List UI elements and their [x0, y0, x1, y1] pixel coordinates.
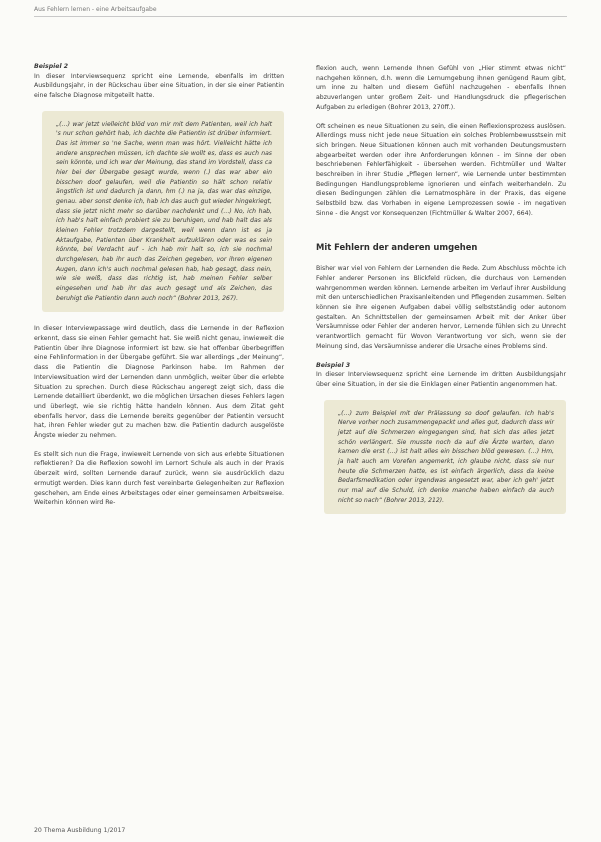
interview-quote-box: „(…) war jetzt vielleicht blöd von mir mit dem Patienten, weil ich halt 's nur schon gehört hab, ich dachte die Patientin ist drüber informiert. Das ist immer so 'ne Sache, wenn man was hört. Vielleicht hätte ich andere ansprechen müssen, ich dachte sie wollt es, dass es auch nas sein könnte, und ich war der Meinung, das stand im Vordstell, dass ca hier bei der Übergabe gesagt wurde, wenn (.) das war aber ein bisschen doof gelaufen, weil die Patientin so hält schon relativ ängstlich ist und dadurch ja dann, hm (.) na ja, das war das einzige, genau. aber sonst denke ich, hab ich das auch gut wieder hingekriegt, dass sie jetzt nicht mehr so darüber nachdenkt und (…) No, ich hab, ich hab's halt einfach probiert sie zu beruhigen, und hab halt das als kleinen Fehler trotzdem dargestellt, weil wenn dann ist es ja Aktaufgabe, Patienten über Krankheit aufzuklären oder was es sein könnte, bei Verdacht auf - ich hab mir halt so, ich sie nochmal durchgelesen, hab ihr auch das Zeichen gegeben, vor ihren eigenen Augen, dann ich's auch nochmal gelesen hab, hab gesagt, dass nein, wie sie weiß, dass das richtig ist, hab meinen Fehler selber eingesehen und hab ihr das auch gesagt und als Zeichen, das beruhigt die Patientin dann auch noch“ (Bohrer 2013, 267). — [42, 111, 284, 312]
running-header: Aus Fehlern lernen - eine Arbeitsaufgabe — [34, 6, 567, 17]
left-column — [34, 62, 284, 517]
right-body-paragraph-2: Oft scheinen es neue Situationen zu sein, die einen Reflexionsprozess auslösen. Allerdings muss nicht jede neue Situation ein solches Problembewusstsein mit sich bringen. Neue Situationen können auch mit vorhanden Deutungsmustern abgearbeitet werden oder ihre Anforderungen können - im Sinne der oben beschriebenen Fehlerfähigkeit - übersehen werden. Fichtmüller und Walter beschreiben in ihrer Studie „Pflegen lernen“, wie Lernende unter bestimmten Bedingungen Handlungsprobleme ignorieren und einfach weiterhandeln. Zu diesen Bedingungen zählen die Lernatmosphäre in der Praxis, das eigene Selbstbild bzw. das Vorhaben in eigene Lernprozessen sowie - im negativen Sinne - die Angst vor Konsequenzen (Fichtmüller & Walter 2007, 664). — [316, 122, 566, 217]
left-body-paragraph-1: In dieser Interviewpassage wird deutlich, dass die Lernende in der Reflexion erkennt, dass sie einen Fehler gemacht hat. Sie weiß nicht genau, inwieweit die Patientin über ihre Diagnose informiert ist bzw. sie hat offenbar überbegriffen eine Fehlinformation in der Übergabe geführt. Sie war allerdings „der Meinung“, dass die Patientin die Diagnose Parkinson habe. Im Rahmen der Interviewsituation wird der Lernenden dann unmöglich, weiter über die erlebte Situation zu sprechen. Durch diese Rückschau angeregt zeigt sich, dass die Lernende detailliert überdenkt, wo die möglichen Ursachen dieses Fehlers lagen und überlegt, wie sie richtig hätte handeln können. Aus dem Zitat geht ebenfalls hervor, dass die Lernende bereits gegenüber der Patientin versucht hat, ihren Fehler wieder gut zu machen bzw. die Patientin dadurch ausgelöste Ängste wieder zu nehmen. — [34, 325, 284, 440]
example-caption-3: Beispiel 3 — [316, 361, 351, 369]
page-footer: 20 Thema Ausbildung 1/2017 — [34, 827, 126, 834]
right-column — [316, 64, 566, 526]
example-3-intro: In dieser Interviewsequenz spricht eine Lernende im dritten Ausbildungsjahr über eine Situation, in der sie die Einklagen einer Patientin angenommen hat. — [316, 371, 566, 388]
interview-quote-box: „(…) zum Beispiel mit der Prälassung so doof gelaufen. Ich hab's Nerve vorher noch zusammengepackt und alles gut, dadurch dass wir jetzt auf die Schmerzen eingegangen sind, hat sich das alles jetzt schön verlängert. Sie musste noch da auf die Ärzte warten, dann kamen die erst (…) ist halt alles ein bisschen blöd gewesen. (…) Hm, ja halt auch am Vorefen angemerkt, ich glaube nicht, dass sie nur heute die Schmerzen hatte, es ist einfach ärgerlich, dass da keine Bedarfsmedikation oder irgendwas angesetzt war, aber ich geh' jetzt nur mal auf die Schuld, ich denke manche haben einfach da auch nicht so nach“ (Bohrer 2013, 212). — [324, 400, 566, 515]
example-2-intro: In dieser Interviewsequenz spricht eine Lernende, ebenfalls im dritten Ausbildungsjahr, in der Rückschau über eine Situation, in der sie einer Patientin eine falsche Diagnose mitgeteilt hatte. — [34, 72, 284, 100]
section-heading: Mit Fehlern der anderen umgehen — [316, 241, 478, 252]
right-body-paragraph-3: Bisher war viel von Fehlern der Lernenden die Rede. Zum Abschluss möchte ich Fehler anderer Personen ins Blickfeld rücken, die durchaus von Lernenden wahrgenommen werden können. Lernende arbeiten im Verlauf ihrer Ausbildung mit den unterschiedlichen Praxisanleitenden und Pflegenden zusammen. Selten können sie ihre eigenen Aufgaben dabei völlig selbstständig oder autonom gestalten. An Schnittstellen der gemeinsamen Arbeit mit der Anker über Versäumnisse oder Fehler der anderen hervor, Lernende fühlen sich zu Unrecht verantwortlich gemacht für Wovon Verantwortung vor sich, wenn sie der Meinung sind, das Versäumnisse anderer die Ursache eines Problems sind. — [316, 265, 566, 350]
left-body-paragraph-2: Es stellt sich nun die Frage, inwieweit Lernende von sich aus erlebte Situationen reflektieren? Da die Reflexion sowohl im Lernort Schule als auch in der Praxis überzeit wird, sollten Lernende darauf zurück, wenn sie ausdrücklich dazu ermutigt werden. Dies kann durch fest vereinbarte Gelegenheiten zur Reflexion geschehen, am Ende eines Arbeitstages oder einer gemeinsamen Arbeitsweise. Weiterhin können wird Re- — [34, 450, 284, 507]
right-body-paragraph-1: flexion auch, wenn Lernende Ihnen Gefühl von „Hier stimmt etwas nicht“ nachgehen können, d.h. wenn die Lernumgebung ihnen genügend Raum gibt, um inne zu halten und diesem Gefühl nachzugehen - ebenfalls Ihnen abzuverlangen unter großem Zeit- und Handlungsdruck die pflegerischen Aufgaben zu erledigen (Bohrer 2013, 270ff.). — [316, 65, 566, 111]
example-caption-2: Beispiel 2 — [34, 63, 69, 70]
